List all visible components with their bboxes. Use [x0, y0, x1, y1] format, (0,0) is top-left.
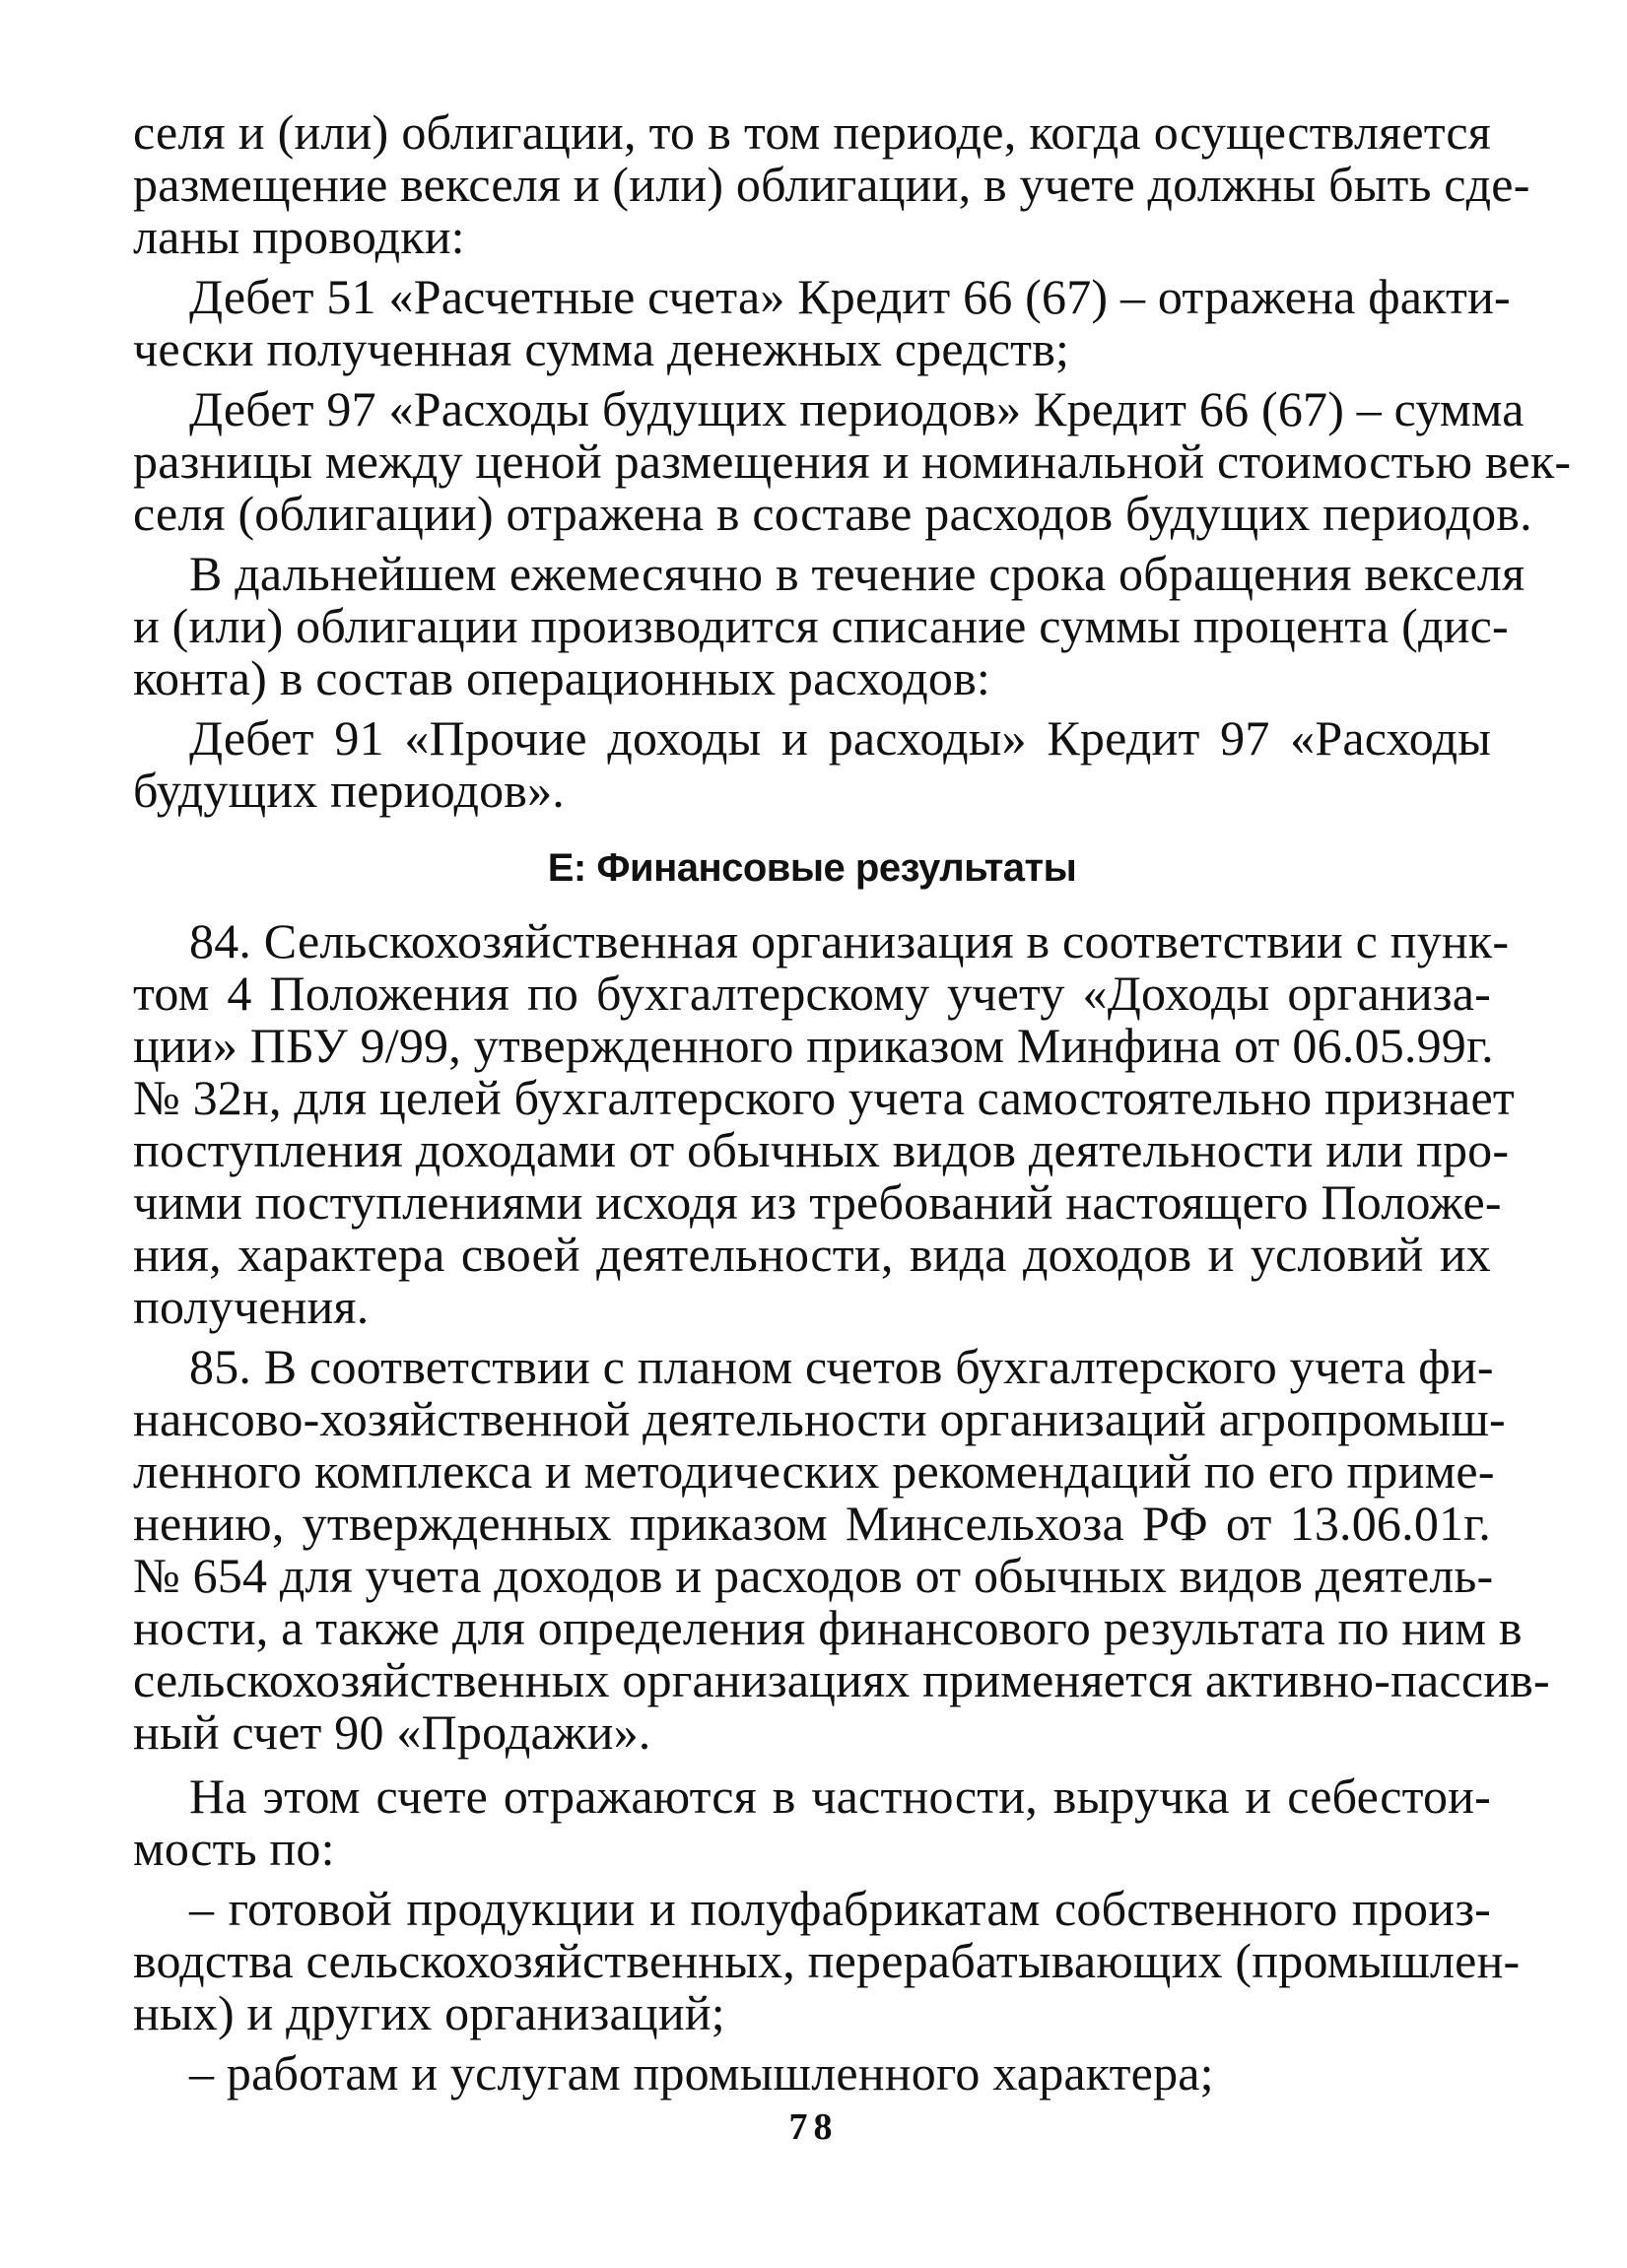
text-line: № 654 для учета доходов и расходов от обычных видов деятель- [133, 1548, 1494, 1603]
paragraph [133, 104, 1530, 264]
paragraph [133, 913, 1515, 1334]
text-line: мость по: [133, 1821, 335, 1876]
text-line: ных) и других организаций; [133, 1985, 725, 2040]
text-line: нению, утвержденных приказом Минсельхоза РФ от 13.06.01г. [133, 1496, 1491, 1551]
list-item [133, 1881, 1521, 2040]
text-line: Дебет 91 «Прочие доходы и расходы» Кредит 97 «Расходы [189, 710, 1491, 766]
text-line: Дебет 51 «Расчетные счета» Кредит 66 (67) – отражена факти- [189, 269, 1511, 324]
text-line: ния, характера своей деятельности, вида доходов и условий их [133, 1227, 1491, 1282]
text-line: 85. В соответствии с планом счетов бухгалтерского учета фи- [189, 1339, 1494, 1394]
text-line: поступления доходами от обычных видов деятельности или про- [133, 1122, 1510, 1177]
paragraph [133, 1770, 1491, 1875]
text-line: ланы проводки: [133, 209, 465, 264]
text-line: сельскохозяйственных организациях применяется активно-пассив- [133, 1652, 1550, 1707]
text-line: Дебет 97 «Расходы будущих периодов» Кредит 66 (67) – сумма [189, 381, 1525, 436]
text-line: На этом счете отражаются в частности, выручка и себестои- [189, 1768, 1491, 1824]
text-line: селя и (или) облигации, то в том периоде, когда осуществляется [133, 104, 1491, 160]
paragraph [133, 381, 1572, 541]
text-line: ный счет 90 «Продажи». [133, 1704, 651, 1760]
body-text [133, 104, 1572, 2101]
text-line: В дальнейшем ежемесячно в течение срока обращения векселя [189, 546, 1525, 601]
text-line: нансово-хозяйственной деятельности организаций агропромыш- [133, 1391, 1506, 1446]
page-number: 78 [788, 2106, 839, 2148]
text-line: размещение векселя и (или) облигации, в учете должны быть сде- [133, 157, 1530, 212]
list-item [133, 2047, 1491, 2100]
text-line: селя (облигации) отражена в составе расходов будущих периодов. [133, 486, 1532, 541]
text-line: чески полученная сумма денежных средств; [133, 321, 1070, 376]
text-line: ности, а также для определения финансового результата по ним в [133, 1600, 1523, 1655]
text-line: № 32н, для целей бухгалтерского учета самостоятельно признает [133, 1070, 1515, 1125]
paragraph [133, 712, 1491, 817]
text-line: чими поступлениями исходя из требований настоящего Положе- [133, 1174, 1502, 1230]
text-line: водства сельскохозяйственных, перерабатывающих (промышлен- [133, 1933, 1521, 1988]
text-line: 84. Сельскохозяйственная организация в соответствии с пунк- [189, 913, 1510, 968]
paragraph [133, 546, 1525, 705]
text-line: – работам и услугам промышленного характера; [189, 2045, 1214, 2101]
text-line: будущих периодов». [133, 763, 565, 818]
text-line: конта) в состав операционных расходов: [133, 650, 991, 705]
paragraph [133, 1339, 1550, 1760]
paragraph [133, 269, 1511, 376]
text-line: том 4 Положения по бухгалтерскому учету «Доходы организа- [133, 966, 1491, 1021]
text-line: – готовой продукции и полуфабрикатам собственного произ- [189, 1881, 1491, 1936]
text-line: и (или) облигации производится списание суммы процента (дис- [133, 598, 1509, 653]
text-line: ленного комплекса и методических рекомендаций по его приме- [133, 1443, 1495, 1499]
section-heading: Е: Финансовые результаты [547, 846, 1077, 890]
text-line: ции» ПБУ 9/99, утвержденного приказом Минфина от 06.05.99г. [133, 1018, 1494, 1073]
text-line: разницы между ценой размещения и номинальной стоимостью век- [133, 434, 1572, 489]
text-line: получения. [133, 1279, 370, 1334]
